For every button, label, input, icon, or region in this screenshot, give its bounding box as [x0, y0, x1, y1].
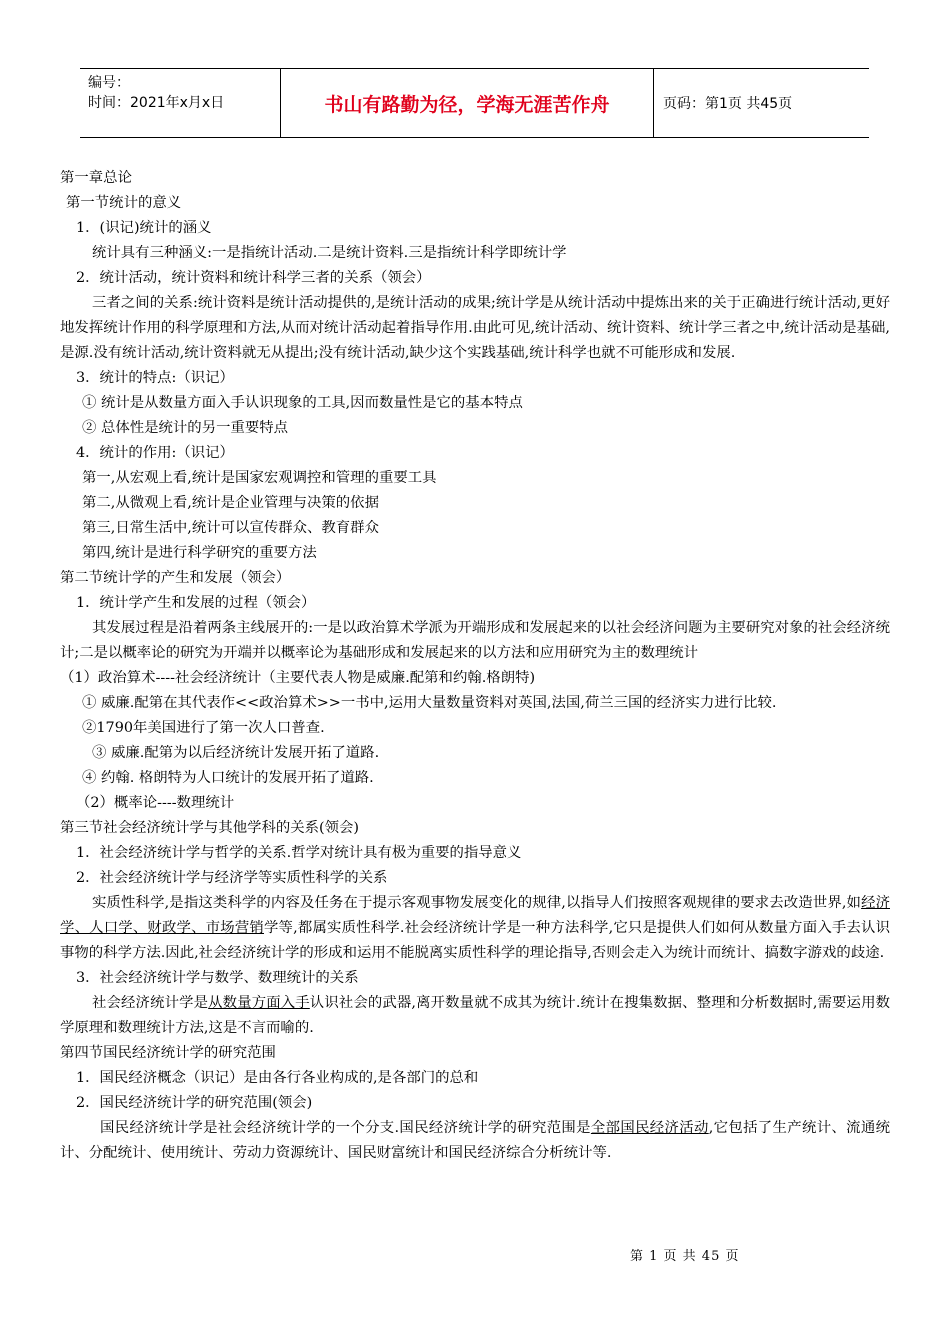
sub-heading: （1）政治算术----社会经济统计（主要代表人物是威廉.配第和约翰.格朗特) [60, 670, 536, 686]
underlined-text: 全部国民经济活动 [590, 1120, 709, 1136]
text-run: 社会经济统计学是 [92, 995, 209, 1011]
section-title: 第二节统计学的产生和发展（领会） [60, 570, 291, 586]
text-run: ,它包括了生产统计、流通统计、分配统计、使用统计、劳动力资源统计、国民财富统计和国民经济综合分析统计等. [60, 1120, 890, 1161]
text-run: 认识社会的武器,离开数量就不成其为统计.统计在搜集数据、整理和分析数据时,需要运用数学原理和数理统计方法,这是不言而喻的. [60, 995, 890, 1036]
page-footer: 第 1 页 共 45 页 [630, 1249, 740, 1264]
paragraph [60, 1116, 890, 1166]
chapter-title: 第一章总论 [60, 170, 132, 186]
item-heading: 1．(识记)统计的涵义 [76, 220, 212, 236]
item-heading: 3．社会经济统计学与数学、数理统计的关系 [76, 970, 359, 986]
paragraph: 其发展过程是沿着两条主线展开的:一是以政治算术学派为开端形成和发展起来的以社会经济问题为主要研究对象的社会经济统计;二是以概率论的研究为开端并以概率论为基础形成和发展起来的以方法和应用研究为主的数理统计 [60, 620, 890, 661]
item-heading: 3．统计的特点:（识记） [76, 370, 234, 386]
paragraph [60, 991, 890, 1041]
item-heading: 2．统计活动，统计资料和统计科学三者的关系（领会） [76, 270, 431, 286]
item-heading: 2．社会经济统计学与经济学等实质性科学的关系 [76, 870, 388, 886]
document-body [60, 166, 890, 1166]
underlined-text: 从数量方面入手 [208, 995, 310, 1011]
list-item: ① 威廉.配第在其代表作<<政治算术>>一书中,运用大量数量资料对英国,法国,荷兰三国的经济实力进行比较. [82, 695, 777, 711]
number-label: 编号： [88, 75, 130, 91]
paragraph [60, 891, 890, 966]
item-heading: 1．社会经济统计学与哲学的关系.哲学对统计具有极为重要的指导意义 [76, 845, 522, 861]
paragraph: 统计具有三种涵义:一是指统计活动.二是统计资料.三是指统计科学即统计学 [92, 245, 567, 261]
item-heading: 2．国民经济统计学的研究范围(领会) [76, 1095, 313, 1111]
list-item: ② 总体性是统计的另一重要特点 [82, 420, 289, 436]
list-item: 第三,日常生活中,统计可以宣传群众、教育群众 [82, 520, 379, 536]
paragraph: 三者之间的关系:统计资料是统计活动提供的,是统计活动的成果;统计学是从统计活动中提炼出来的关于正确进行统计活动,更好地发挥统计作用的科学原理和方法,从而对统计活动起着指导作用.由此可见,统计活动、统计资料、统计学三者之中,统计活动是基础,是源.没有统计活动,统计资料就无从提出;没有统计活动,缺少这个实践基础,统计科学也就不可能形成和发展. [60, 295, 890, 361]
header-meta [80, 69, 281, 137]
list-item: 第四,统计是进行科学研究的重要方法 [82, 545, 317, 561]
list-item: 第一,从宏观上看,统计是国家宏观调控和管理的重要工具 [82, 470, 437, 486]
list-item: ④ 约翰. 格朗特为人口统计的发展开拓了道路. [82, 770, 374, 786]
text-run: 实质性科学,是指这类科学的内容及任务在于提示客观事物发展变化的规律,以指导人们按照客观规律的要求去改造世界,如 [92, 895, 862, 911]
item-heading: 1．国民经济概念（识记）是由各行各业构成的,是各部门的总和 [76, 1070, 479, 1086]
list-item: ① 统计是从数量方面入手认识现象的工具,因而数量性是它的基本特点 [82, 395, 523, 411]
item-heading: 4．统计的作用:（识记） [76, 445, 234, 461]
section-title: 第一节统计的意义 [66, 195, 182, 211]
list-item: 第二,从微观上看,统计是企业管理与决策的依据 [82, 495, 379, 511]
time-label: 时间：2021年x月x日 [88, 95, 225, 111]
header-page-label: 页码：第1页 共45页 [663, 96, 793, 112]
list-item: ③ 威廉.配第为以后经济统计发展开拓了道路. [92, 745, 380, 761]
list-item: ②1790年美国进行了第一次人口普查. [82, 720, 325, 736]
text-run: 国民经济统计学是社会经济统计学的一个分支.国民经济统计学的研究范围是 [100, 1120, 591, 1136]
section-title: 第四节国民经济统计学的研究范围 [60, 1045, 276, 1061]
underlined-text: 经济学、人口学、财政学、市场营销 [60, 895, 890, 936]
header-motto: 书山有路勤为径，学海无涯苦作舟 [281, 69, 654, 137]
text-run: 学等,都属实质性科学.社会经济统计学是一种方法科学,它只是提供人们如何从数量方面入手去认识事物的科学方法.因此,社会经济统计学的形成和运用不能脱离实质性科学的理论指导,否则会走入为统计而统计、搞数字游戏的歧途. [60, 920, 890, 961]
sub-heading: （2）概率论----数理统计 [76, 795, 235, 811]
page-header [80, 68, 869, 138]
section-title: 第三节社会经济统计学与其他学科的关系(领会) [60, 820, 360, 836]
item-heading: 1．统计学产生和发展的过程（领会） [76, 595, 316, 611]
